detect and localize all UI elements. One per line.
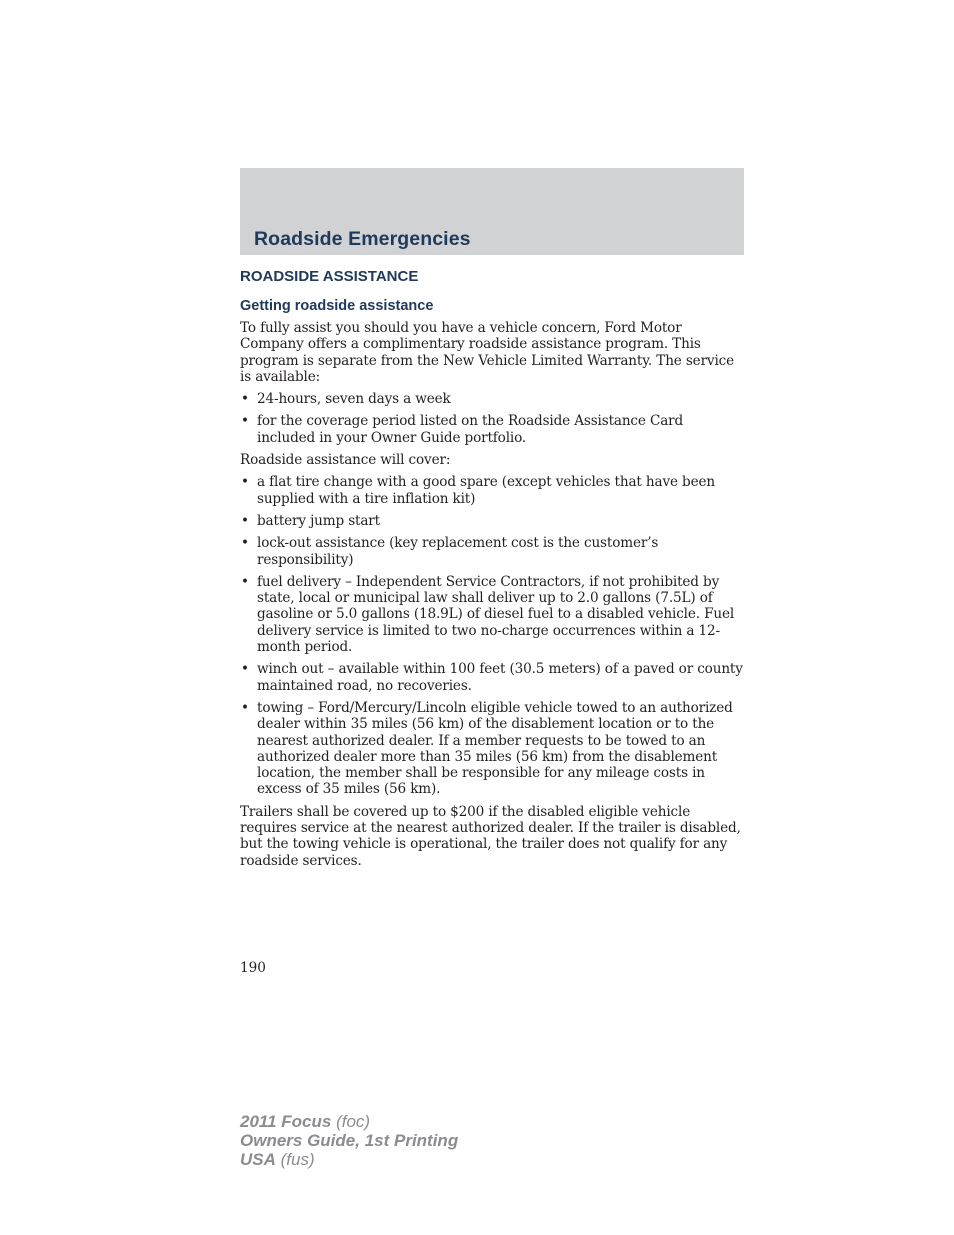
bullet: • bbox=[241, 573, 249, 590]
list-item bbox=[240, 700, 744, 798]
coverage-intro: Roadside assistance will cover: bbox=[240, 452, 451, 469]
list-item-text: 24-hours, seven days a week bbox=[257, 391, 451, 408]
section-title: ROADSIDE ASSISTANCE bbox=[240, 268, 419, 285]
footer-guide: Owners Guide, 1st Printing bbox=[240, 1131, 459, 1150]
document-footer bbox=[240, 1112, 458, 1169]
page-content bbox=[240, 267, 744, 875]
bullet: • bbox=[241, 535, 249, 552]
list-item bbox=[240, 413, 744, 446]
list-item bbox=[240, 574, 744, 655]
footer-model-code: (foc) bbox=[331, 1112, 371, 1131]
footer-market-code: (fus) bbox=[275, 1150, 315, 1169]
section-header-band bbox=[240, 168, 744, 255]
list-item-text: for the coverage period listed on the Roadside Assistance Card included in your Owner Guide portfolio. bbox=[257, 413, 684, 446]
bullet: • bbox=[241, 413, 249, 430]
footer-line-model bbox=[240, 1112, 458, 1131]
list-item-text: battery jump start bbox=[257, 512, 380, 529]
list-item bbox=[240, 535, 744, 568]
trailers-paragraph: Trailers shall be covered up to $200 if the disabled eligible vehicle requires service at the nearest authorized dealer. If the trailer is disabled, but the towing vehicle is operational, the trailer does not qualify for any roadside services. bbox=[240, 803, 741, 869]
bullet: • bbox=[241, 474, 249, 491]
list-item bbox=[240, 513, 744, 529]
page-number: 190 bbox=[240, 960, 266, 976]
list-item bbox=[240, 391, 744, 407]
footer-model: 2011 Focus bbox=[240, 1112, 332, 1131]
section-header-title: Roadside Emergencies bbox=[254, 228, 471, 250]
intro-paragraph: To fully assist you should you have a vehicle concern, Ford Motor Company offers a complimentary roadside assistance program. This program is separate from the New Vehicle Limited Warranty. The service is available: bbox=[240, 320, 735, 385]
coverage-list bbox=[240, 474, 744, 797]
list-item-text: winch out – available within 100 feet (30.5 meters) of a paved or county maintained road, no recoveries. bbox=[257, 661, 743, 694]
section-subtitle: Getting roadside assistance bbox=[240, 298, 434, 314]
footer-line-guide bbox=[240, 1131, 458, 1150]
footer-line-market bbox=[240, 1150, 458, 1169]
list-item-text: fuel delivery – Independent Service Contractors, if not prohibited by state, local or municipal law shall deliver up to 2.0 gallons (7.5L) of gasoline or 5.0 gallons (18.9L) of diesel fuel to a disabled vehicle. Fuel delivery service is limited to two no-charge occurrences within a 12-month period. bbox=[257, 573, 735, 656]
bullet: • bbox=[241, 512, 249, 529]
bullet: • bbox=[241, 391, 249, 408]
list-item-text: a flat tire change with a good spare (except vehicles that have been supplied with a tire inflation kit) bbox=[257, 474, 715, 507]
list-item bbox=[240, 661, 744, 694]
bullet: • bbox=[241, 661, 249, 678]
availability-list bbox=[240, 391, 744, 446]
bullet: • bbox=[241, 699, 249, 716]
footer-market: USA bbox=[240, 1150, 276, 1169]
list-item-text: lock-out assistance (key replacement cost is the customer’s responsibility) bbox=[257, 535, 659, 568]
list-item bbox=[240, 474, 744, 507]
list-item-text: towing – Ford/Mercury/Lincoln eligible vehicle towed to an authorized dealer within 35 miles (56 km) of the disablement location or to the nearest authorized dealer. If a member requests to be towed to an authorized dealer more than 35 miles (56 km) from the disablement location, the member shall be responsible for any mileage costs in excess of 35 miles (56 km). bbox=[257, 699, 733, 798]
